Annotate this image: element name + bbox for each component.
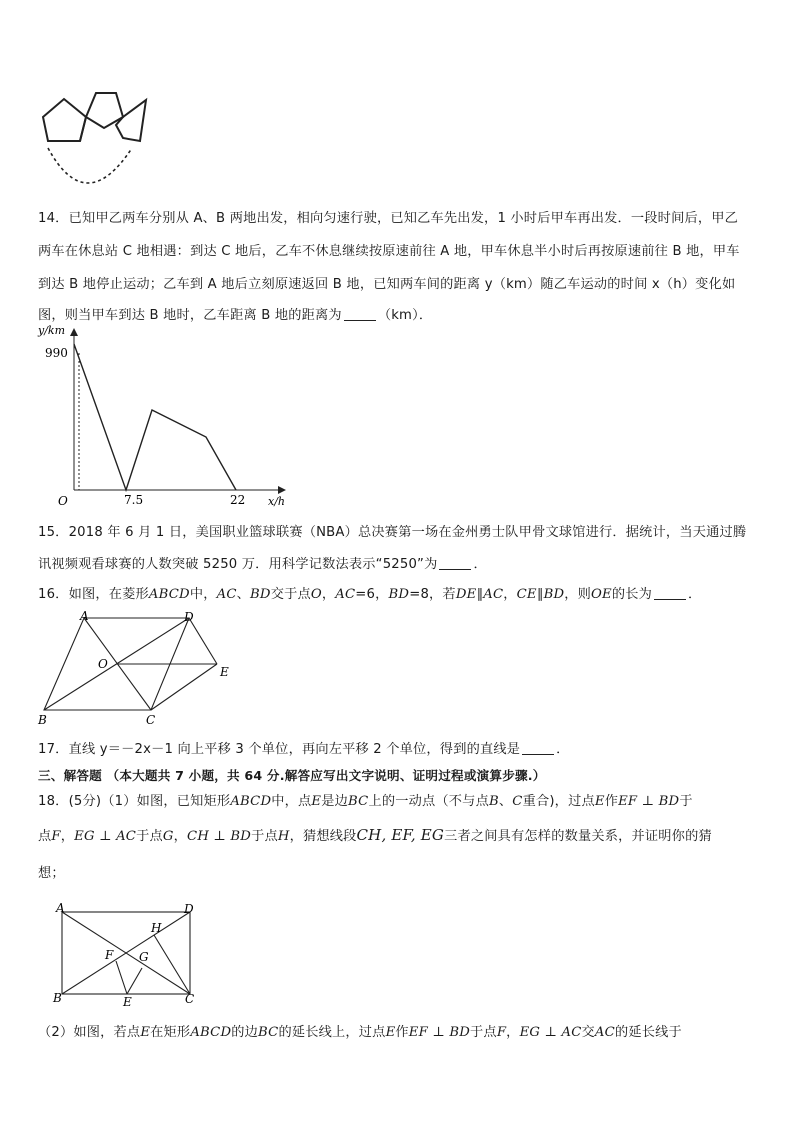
y-tick-990: 990	[45, 346, 68, 360]
q18-text: 作	[604, 794, 619, 809]
q18-var: H	[277, 829, 290, 844]
q18b-var: F	[496, 1025, 507, 1040]
q17-end: ．	[556, 742, 570, 757]
q18-text: 中，点	[271, 794, 312, 809]
q16-text-5: ，	[321, 587, 336, 602]
q16-var: CE	[516, 587, 537, 602]
x-axis-label: x/h	[268, 495, 285, 508]
origin-label: O	[58, 494, 68, 508]
point-label-g: G	[139, 950, 149, 964]
point-label-a: A	[80, 609, 89, 623]
q16-var: BD	[388, 587, 410, 602]
q16-text-4: 交于点	[270, 587, 311, 602]
q18-text: ，	[60, 829, 75, 844]
q18-text: 于	[679, 794, 693, 809]
q16-var: AC	[216, 587, 237, 602]
q18b-text: 作	[395, 1025, 409, 1040]
q14-line-4	[38, 304, 432, 323]
q18-text: ，	[173, 829, 188, 844]
point-label-d: D	[184, 610, 194, 624]
q16-var: ABCD	[148, 587, 190, 602]
q16-text-6: =6，	[355, 587, 389, 602]
answer-blank[interactable]	[439, 557, 471, 570]
q18b-text: （2）如图，若点	[38, 1025, 141, 1040]
q18-var: E	[594, 794, 605, 809]
q16-var: BD	[543, 587, 565, 602]
q18b-text: 于点	[470, 1025, 497, 1040]
point-label-e: E	[220, 665, 229, 679]
point-label-b: B	[53, 991, 62, 1005]
q16-text-3: 、	[236, 587, 251, 602]
point-label-a: A	[56, 901, 65, 915]
q18-var: CH, EF, EG	[356, 826, 445, 844]
point-label-c: C	[185, 992, 195, 1006]
q14-unit: （km）．	[377, 308, 433, 323]
q18b-var: EF ⊥ BD	[408, 1025, 471, 1040]
q15-end: ．	[473, 557, 487, 572]
q16-var: OE	[591, 587, 612, 602]
q17-line	[38, 738, 570, 757]
q18-var: E	[311, 794, 322, 809]
q18-var: F	[51, 829, 61, 844]
distance-time-graph	[34, 322, 296, 512]
q14-line-2: 两车在休息站 C 地相遇：到达 C 地后，乙车不休息继续按原速前往 A 地，甲车休息半小时后再按原速前往 B 地，甲车	[38, 244, 740, 259]
q16-text-12: 的长为	[611, 587, 653, 602]
rhombus-figure	[34, 608, 234, 728]
distance-curve	[74, 344, 236, 490]
q18b-var: ABCD	[190, 1025, 232, 1040]
q18b-text: 的边	[231, 1025, 259, 1040]
point-label-d: D	[184, 902, 194, 916]
q18-text: 18．(5分)（1）如图，已知矩形	[38, 794, 231, 809]
point-label-o: O	[98, 657, 108, 671]
q14-line-3: 到达 B 地停止运动；乙车到 A 地后立刻原速返回 B 地，已知两车间的距离 y（km）随乙车运动的时间 x（h）变化如	[38, 277, 736, 292]
q16-line-1	[38, 583, 701, 602]
point-label-b: B	[38, 713, 47, 727]
y-axis-label: y/km	[38, 324, 66, 337]
q18b-text: 的延长线于	[614, 1025, 682, 1040]
answer-blank[interactable]	[522, 742, 554, 755]
x-axis-arrow	[278, 486, 286, 494]
q18-text: 于点	[136, 829, 163, 844]
q18b-var: BC	[258, 1025, 279, 1040]
answer-blank[interactable]	[654, 587, 686, 600]
x-tick-22: 22	[230, 493, 246, 507]
q18b-var: AC	[594, 1025, 615, 1040]
q14-line-1: 14．已知甲乙两车分别从 A、B 两地出发，相向匀速行驶，已知乙车先出发，1 小时后甲车再出发．一段时间后，甲乙	[38, 211, 739, 226]
q15-line-2	[38, 553, 487, 572]
q16-text-2: 中，	[189, 587, 217, 602]
q16-text-13: ．	[688, 587, 702, 602]
q18-text: 是边	[321, 794, 349, 809]
q18-text: ，猜想线段	[289, 829, 357, 844]
q18b-text: ，	[506, 1025, 520, 1040]
q18-var: G	[162, 829, 174, 844]
q18-text: 于点	[251, 829, 278, 844]
q18-var: ABCD	[230, 794, 272, 809]
q15-line-1: 15．2018 年 6 月 1 日，美国职业篮球联赛（NBA）总决赛第一场在金州勇士队甲骨文球馆进行．据统计，当天通过腾	[38, 525, 747, 540]
q16-text-7: =8，若	[409, 587, 456, 602]
q16-text-10: ∥	[536, 587, 544, 602]
q18-text: 重合)，过点	[522, 794, 595, 809]
q16-var: O	[310, 587, 322, 602]
q18-var: B	[488, 794, 499, 809]
q16-text-9: ，	[503, 587, 517, 602]
q18b-line-1	[38, 1021, 682, 1040]
q18-text: 三者之间具有怎样的数量关系，并证明你的猜	[444, 829, 712, 844]
rectangle-figure	[50, 900, 210, 1010]
q14-prompt: 图，则当甲车到达 B 地时，乙车距离 B 地的距离为	[38, 308, 342, 323]
q18b-var: EG ⊥ AC	[519, 1025, 582, 1040]
x-tick-7-5: 7.5	[124, 493, 144, 507]
q16-var: AC	[335, 587, 356, 602]
q18-var: EF ⊥ BD	[618, 794, 680, 809]
q16-var: DE	[455, 587, 477, 602]
q18-var: EG ⊥ AC	[74, 829, 137, 844]
q18-text: 上的一动点（不与点	[368, 794, 489, 809]
q18b-var: E	[385, 1025, 396, 1040]
section-heading: 三、解答题 （本大题共 7 小题，共 64 分.解答应写出文字说明、证明过程或演算步骤.）	[38, 768, 546, 783]
answer-blank[interactable]	[344, 308, 376, 321]
q15-prompt: 讯视频观看球赛的人数突破 5250 万．用科学记数法表示“5250”为	[38, 557, 438, 572]
point-label-h: H	[151, 921, 162, 935]
q16-var: BD	[250, 587, 271, 602]
point-label-c: C	[146, 713, 156, 727]
q18b-var: E	[140, 1025, 151, 1040]
q18-line-1	[38, 790, 693, 809]
q17-text: 17．直线 y＝－2x－1 向上平移 3 个单位，再向左平移 2 个单位，得到的直线是	[38, 742, 521, 757]
point-label-f: F	[105, 948, 114, 962]
q18-text: 、	[498, 794, 513, 809]
y-axis-arrow	[70, 328, 78, 336]
q16-text-8: ∥	[476, 587, 484, 602]
q18-line-3: 想；	[38, 866, 65, 881]
point-label-e: E	[123, 995, 132, 1009]
q18-var: BC	[348, 794, 369, 809]
q18-text: 点	[38, 829, 52, 844]
q16-var: AC	[483, 587, 504, 602]
q18b-text: 在矩形	[150, 1025, 191, 1040]
q18-line-2	[38, 825, 712, 844]
q16-text-11: ，则	[564, 587, 592, 602]
q16-text-1: 16．如图，在菱形	[38, 587, 149, 602]
q18b-text: 的延长线上，过点	[278, 1025, 386, 1040]
q18-var: C	[512, 794, 523, 809]
pentagon-figure	[36, 90, 148, 196]
q18b-text: 交	[581, 1025, 595, 1040]
q18-var: CH ⊥ BD	[187, 829, 252, 844]
